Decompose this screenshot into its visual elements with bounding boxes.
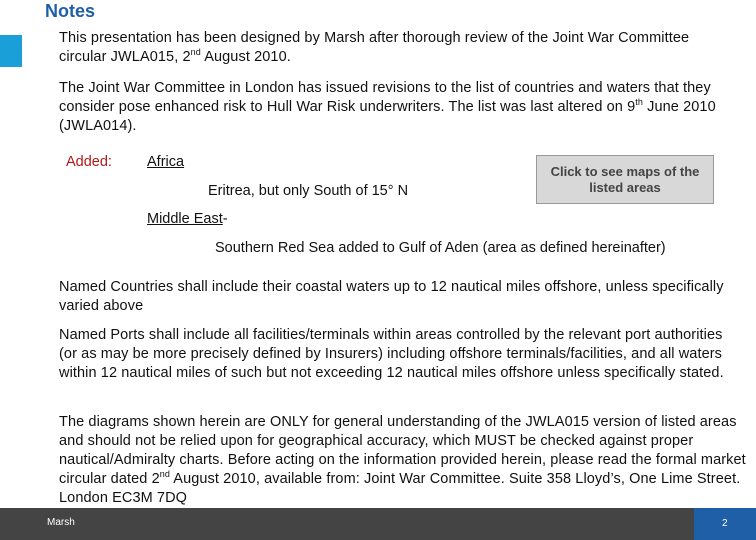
middle-east-suffix: -: [222, 211, 228, 227]
middle-east-label: Middle East: [147, 211, 223, 227]
revision-text-b: June 2010 (JWLA014).: [59, 99, 716, 134]
added-label: Added:: [66, 154, 112, 170]
footer-bar: [0, 508, 756, 540]
ports-paragraph: Named Ports shall include all facilities/terminals within areas controlled by the relevant port authorities (or as may be more precisely defined by Insurers) including offshore terminals/facilities, and all waters within 12 nautical miles of such but not exceeding 12 nautical miles offshore unless specifically stated.: [59, 327, 724, 381]
intro-sup: nd: [190, 47, 201, 58]
eritrea-item: Eritrea, but only South of 15° N: [208, 183, 409, 199]
middle-east-heading: [147, 211, 228, 227]
accent-square: [0, 35, 22, 67]
footer-brand: Marsh: [47, 517, 75, 528]
page-number: 2: [722, 518, 728, 529]
see-maps-button-label: Click to see maps of the listed areas: [550, 163, 700, 195]
intro-text-a: This presentation has been designed by Marsh after thorough review of the Joint War Committee circular JWLA015, 2: [59, 30, 690, 65]
disclaimer-text-a: The diagrams shown herein are ONLY for general understanding of the JWLA015 version of listed areas and should not be relied upon for geographical accuracy, which MUST be checked against proper nautical/Admiralty charts. Before acting on the information provided herein, please read the formal market circular dated 2: [59, 414, 746, 487]
disclaimer-sup: nd: [159, 469, 170, 480]
africa-heading: Africa: [147, 154, 185, 170]
countries-paragraph: Named Countries shall include their coastal waters up to 12 nautical miles offshore, unless specifically varied above: [59, 279, 724, 314]
red-sea-item: Southern Red Sea added to Gulf of Aden (area as defined hereinafter): [215, 240, 666, 256]
disclaimer-paragraph: [59, 413, 749, 508]
intro-paragraph: [59, 29, 739, 67]
see-maps-button[interactable]: [536, 155, 714, 204]
page-title: Notes: [45, 1, 96, 21]
intro-text-b: August 2010.: [200, 49, 291, 65]
disclaimer-text-b: August 2010, available from: Joint War Committee. Suite 358 Lloyd’s, One Lime Street. London EC3M 7DQ: [59, 471, 741, 506]
page-number-box: [694, 508, 756, 540]
revision-paragraph: [59, 79, 749, 136]
revision-sup: th: [635, 97, 643, 108]
revision-text-a: The Joint War Committee in London has issued revisions to the list of countries and waters that they consider pose enhanced risk to Hull War Risk underwriters. The list was last altered on 9: [59, 80, 711, 115]
